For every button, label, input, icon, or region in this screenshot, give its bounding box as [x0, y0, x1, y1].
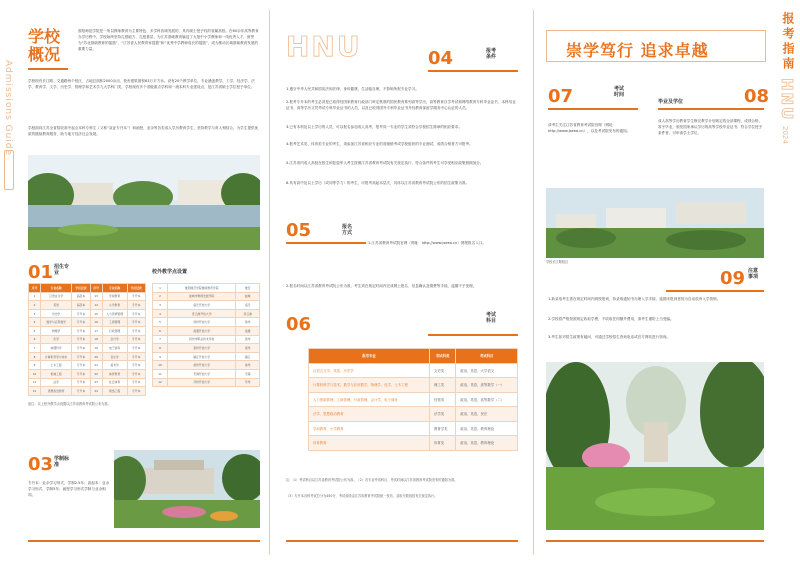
section-06-title: 考试科目: [486, 312, 497, 324]
table-cell: 5: [29, 326, 41, 335]
table-cell: 无锡: [236, 369, 260, 378]
table-cell: 6: [153, 326, 168, 335]
section-09-number: 09: [720, 268, 746, 289]
table-note: 备注：以上校外教学点设置以江苏省教育考试院公布为准。: [28, 402, 111, 406]
table-cell: 电子商务: [102, 344, 127, 353]
graduation-text: 成人高等学历教育学生修完教学计划规定的全部课程，成绩合格，准予毕业，颁发国家承认学历的高等学校毕业证书；符合学位授予条件者，可申请学士学位。: [658, 119, 763, 135]
table-row: [29, 352, 146, 361]
table-cell: 专升本: [127, 344, 145, 353]
table-header-cell: 序号: [29, 284, 41, 293]
panel-exam-info: [536, 0, 772, 565]
table-cell: 人力资源管理: [102, 309, 127, 318]
table-cell: 历史学: [41, 309, 72, 318]
title-underline: [28, 68, 68, 70]
table-cell: 专升本: [127, 326, 145, 335]
teaching-sites-table: [152, 283, 260, 387]
table-cell: 理工类: [429, 378, 455, 393]
table-cell: 体育教育: [309, 436, 430, 451]
section-07-number: 07: [548, 86, 574, 107]
section-07-title: 考试时间: [614, 86, 625, 98]
table-cell: 9: [153, 352, 168, 361]
table-cell: 常州开放大学: [168, 361, 236, 370]
table-row: [153, 292, 260, 301]
panel-school-overview: [0, 0, 265, 565]
section-01-title: 招生专业: [54, 264, 70, 276]
intro-text: 淮阳师范学院是一所以教师教育为主要特色、多学科协调发展的、具有硕士授予权的省属高校。在60余年高等教育办学历程中，学校始终坚持扎根地方、扎根基层、为江苏基础教育输送了大批中小学教师和一线优秀人才，被誉为“苏北基础教育的摇篮”、“江苏省人民教育家摇篮”和“优秀中学教师成长的摇篮”，成为推动区域基础教育发展的重要力量。: [78, 29, 259, 51]
campus-aerial-photo: [546, 188, 764, 258]
table-cell: 连云港开放大学: [168, 309, 236, 318]
condition-5: 5.江苏省内成人高校在校生和复退军人考生按照江苏省教育考试院有关规定执行，符合条件的考生可享受相应政策照顾加分。: [286, 161, 484, 165]
section-07b-title: 毕业及学位: [658, 99, 684, 105]
table-cell: 专升本: [72, 361, 90, 370]
table-cell: 政治、英语、教育理论: [456, 421, 518, 436]
table-cell: 14: [90, 301, 102, 310]
table-cell: 政治、英语、教育理论: [456, 436, 518, 451]
table-cell: 专升本: [72, 344, 90, 353]
spine-hnu-logo: HNU: [778, 78, 796, 122]
footer-bar-middle: [286, 540, 518, 542]
table-cell: 徐州开放大学: [168, 318, 236, 327]
table-row: [153, 335, 260, 344]
table-row: [153, 301, 260, 310]
table-cell: 12: [29, 387, 41, 396]
table-row: [153, 378, 260, 387]
table-row: [153, 352, 260, 361]
table-cell: 徐州: [236, 318, 260, 327]
vertical-guide-text: Admissions Guide: [3, 60, 13, 157]
table-header-cell: 专业名称: [41, 284, 72, 293]
table-cell: 教育学类: [429, 421, 455, 436]
table-cell: 政治、英语、民法: [456, 407, 518, 422]
campus-trees-photo: [546, 362, 764, 530]
table-row: [153, 318, 260, 327]
table-cell: 体育类: [429, 436, 455, 451]
table-cell: 土木工程: [41, 361, 72, 370]
table-cell: 淮阳师范学院继续教育学院: [168, 284, 236, 293]
table-row: [29, 292, 146, 301]
table-cell: 专升本: [127, 352, 145, 361]
table-cell: 苏州: [236, 378, 260, 387]
campus-lake-photo: [28, 155, 260, 250]
registration-1: 1.江苏省教育考试院官网（网址：http://www.jseea.cn）网报报名入口。: [368, 241, 487, 245]
table-cell: 9: [29, 361, 41, 370]
table-cell: 专升本: [72, 335, 90, 344]
table-cell: 连云港: [236, 309, 260, 318]
table-header-cell: 序号: [90, 284, 102, 293]
table-cell: 行政管理: [102, 326, 127, 335]
footer-bar-right: [546, 540, 764, 542]
table-cell: 11: [153, 369, 168, 378]
section-03-title: 学制标准: [54, 456, 70, 468]
table-cell: 12: [153, 378, 168, 387]
table-cell: 4: [153, 309, 168, 318]
section-09-rule: [666, 290, 764, 292]
table-cell: 5: [153, 318, 168, 327]
table-cell: 政治、英语、大学语文: [456, 363, 518, 378]
section-09-title: 注意事项: [748, 268, 759, 280]
table-cell: 15: [90, 309, 102, 318]
table-header-cell: 考试科目: [456, 349, 518, 364]
table-row: [29, 369, 146, 378]
table-cell: 22: [90, 369, 102, 378]
table-row: [153, 361, 260, 370]
table-cell: 13: [90, 292, 102, 301]
table-header-cell: 报考专业: [309, 349, 430, 364]
table-cell: 无锡开放大学: [168, 369, 236, 378]
table-cell: 化学: [41, 335, 72, 344]
table-cell: 19: [90, 344, 102, 353]
notice-1: 1.新录取考生需在规定时间内到校报到，持录取通知书办理入学手续，逾期未报到者视为自动放弃入学资格。: [548, 297, 721, 301]
section-04-title: 报考条件: [486, 48, 497, 60]
table-cell: 4: [29, 318, 41, 327]
table-cell: 南通开放大学: [168, 326, 236, 335]
footer-bar-left: [28, 540, 260, 542]
table-cell: 专升本: [127, 369, 145, 378]
table-row: [153, 326, 260, 335]
fold-line-1: [269, 10, 270, 555]
table-cell: 21: [90, 361, 102, 370]
table-cell: 体育教育: [102, 369, 127, 378]
table-cell: 专升本: [127, 387, 145, 396]
table-row: [29, 301, 146, 310]
table-cell: 专升本: [72, 369, 90, 378]
table-cell: 扬州市职业技术学校: [168, 335, 236, 344]
condition-1: 1.遵守中华人民共和国宪法和法律，身体健康，生活能自理，不影响所报专业学习。: [286, 87, 419, 91]
table-cell: 3: [153, 301, 168, 310]
table-cell: 2: [153, 292, 168, 301]
photo-caption: 学校长江路校区: [546, 260, 569, 264]
spine-year: 2024: [781, 126, 789, 144]
section-08-rule: [658, 108, 764, 110]
table-cell: 专升本: [127, 378, 145, 387]
section-04-rule: [428, 70, 518, 72]
table-cell: 机械工程: [41, 369, 72, 378]
table-row: [309, 378, 518, 393]
section-04-number: 04: [428, 48, 454, 69]
table-cell: 7: [29, 344, 41, 353]
table-cell: 物理学: [41, 326, 72, 335]
table-header-cell: 学历层次: [127, 284, 145, 293]
table-cell: 政治、英语、高等数学（一）: [456, 378, 518, 393]
table-row: [29, 387, 146, 396]
table-row: [29, 318, 146, 327]
table-cell: 法学: [41, 378, 72, 387]
section-01-number: 01: [28, 262, 54, 283]
table-cell: 专升本: [127, 309, 145, 318]
table-row: [29, 378, 146, 387]
table-cell: 汉语言文学: [41, 292, 72, 301]
table-cell: 学前教育、小学教育: [309, 421, 430, 436]
table-cell: 23: [90, 378, 102, 387]
table-cell: 20: [90, 352, 102, 361]
exam-time-text: 请考生关注江苏省教育考试院官网（网址：http://www.jseea.cn），以及考试院发布的通知。: [548, 123, 631, 133]
table-cell: 10: [29, 369, 41, 378]
table-cell: 18: [90, 335, 102, 344]
table-cell: 汉语言文学、英语、历史学: [309, 363, 430, 378]
table-cell: 盐城: [236, 292, 260, 301]
table-cell: 小学教育: [102, 301, 127, 310]
table-cell: 地理科学: [41, 344, 72, 353]
condition-6: 6.具有高中及以上学历（或同等学力）的考生，可报考高起本层次，具体以江苏省教育考试院公布的招生政策为准。: [286, 181, 470, 185]
table-cell: 南通: [236, 326, 260, 335]
table-cell: 专升本: [72, 318, 90, 327]
table-cell: 政治、英语、高等数学（二）: [456, 392, 518, 407]
exam-note: 注：（1）考试科目以江苏省教育考试院公布为准。（2）各专业考试科目、考试时间以江苏省教育考试院发布的通知为准。: [286, 478, 458, 482]
table-cell: 音乐学: [102, 352, 127, 361]
table-cell: 8: [153, 344, 168, 353]
panel-admission-requirements: [272, 0, 530, 565]
table-cell: 经管类: [429, 392, 455, 407]
table-cell: 社会体育: [102, 378, 127, 387]
calligraphy-motto: 崇学笃行 追求卓越: [566, 41, 709, 60]
table-cell: 计算机科学与技术、数学与应用数学、物理学、化学、土木工程: [309, 378, 430, 393]
table-cell: 思想政治教育: [41, 387, 72, 396]
table-cell: 文史类: [429, 363, 455, 378]
section-06-number: 06: [286, 314, 312, 335]
table-cell: 美术学: [102, 361, 127, 370]
notice-2: 2.学校将严格按照规定收取学费，不收取任何额外费用，请考生谨防上当受骗。: [548, 317, 674, 321]
table-cell: 网络工程: [102, 387, 127, 396]
table-row: [309, 407, 518, 422]
table-cell: 苏州开放大学: [168, 378, 236, 387]
table-cell: 1: [153, 284, 168, 293]
table-cell: 英语: [41, 301, 72, 310]
table-cell: 盐城市教师发展学院: [168, 292, 236, 301]
enrollment-text: 学校面向江苏全省招收高中起点本科专科生（又称“双证专升本”）和函授、业余等各类成人学历教育学生，坚持教学与育人相结合，为学生提供优质的继续教育服务，助力地方经济社会发展。: [28, 126, 259, 136]
section-07-rule: [548, 108, 638, 110]
table-row: [29, 326, 146, 335]
notice-3: 3.考生如对招生政策有疑问，可通过学校招生咨询电话或官方网站进行咨询。: [548, 335, 671, 339]
table-cell: 专升本: [127, 301, 145, 310]
table-row: [29, 335, 146, 344]
table-cell: 数学与应用数学: [41, 318, 72, 327]
table-row: [309, 363, 518, 378]
table-header-cell: 考试科类: [429, 349, 455, 364]
table-cell: 高起本: [72, 301, 90, 310]
table-cell: 泰州: [236, 344, 260, 353]
table-row: [29, 344, 146, 353]
table-cell: 专升本: [72, 378, 90, 387]
table-cell: 专升本: [72, 352, 90, 361]
page-title: 学校概况: [28, 27, 61, 64]
section-05-title: 报名方式: [342, 224, 353, 236]
table-row: [29, 309, 146, 318]
table-row: [309, 436, 518, 451]
table-row: [153, 344, 260, 353]
table-cell: 计算机科学与技术: [41, 352, 72, 361]
table-cell: 16: [90, 318, 102, 327]
study-duration-text: 专升本：业余学习形式，学制2.5年；高起本：业余学习形式，学制5年；函授学习形式学制与业余相同。: [28, 481, 110, 497]
table-cell: 1: [29, 292, 41, 301]
table-cell: 会计学: [102, 335, 127, 344]
table-cell: 工商管理: [102, 318, 127, 327]
section-05-number: 05: [286, 220, 312, 241]
section-03-number: 03: [28, 454, 54, 475]
school-seal-icon: [4, 150, 14, 190]
table-cell: 高起本: [72, 292, 90, 301]
hnu-outline-logo: HNU: [286, 30, 362, 63]
table-cell: 24: [90, 387, 102, 396]
table-cell: 专升本: [72, 309, 90, 318]
condition-4: 4.报考艺术类、体育类专业的考生，须参加江苏省相应专业的省级统考或学校组织的专业测试，成绩合格者方可报考。: [286, 142, 473, 146]
table-cell: 淮安: [236, 284, 260, 293]
table-header-cell: 学历层次: [72, 284, 90, 293]
exam-note-2: （3）专升本各科考试总分为450分，考试成绩由江苏省教育考试院统一发布，录取分数线按有关规定执行。: [286, 494, 438, 498]
section-06-rule: [428, 334, 518, 336]
motto-frame: [546, 30, 766, 62]
table-cell: 专升本: [72, 326, 90, 335]
table-row: [29, 361, 146, 370]
table-cell: 镇江: [236, 352, 260, 361]
exam-subjects-table: [308, 348, 518, 451]
table-row: [309, 421, 518, 436]
table-row: [309, 392, 518, 407]
campus-text: 学校现有长江路、交通路两个校区，占地总面积2000余亩，校舍建筑面积63万平方米。设有20个教学单位，专业涵盖教学、工学、经济学、法学、教育学、文学、历史学、管理学和艺术学九大学科门类，学校现有多个省级重点学科和一流本科专业建设点，是江苏省硕士学位授予单位。: [28, 79, 255, 89]
condition-2: 2.报考专升本的考生必须是已取得经国家教育行政部门审定核准的国民教育系列高等学历，高等教育自学考试和网络教育专科毕业证书、本科结业证书、高等学历文凭考试专科毕业证书的人员，以及已取得国外专科毕业证书并经教育部留学服务中心认证的人员。: [286, 100, 516, 110]
table-row: [153, 369, 260, 378]
table-cell: 泰州开放大学: [168, 344, 236, 353]
table-row: [153, 309, 260, 318]
table-row: [153, 284, 260, 293]
table-cell: 专升本: [127, 318, 145, 327]
table-cell: 人力资源管理、工商管理、行政管理、会计学、电子商务: [309, 392, 430, 407]
fold-line-2: [533, 10, 534, 555]
table-cell: 11: [29, 378, 41, 387]
table-cell: 法学、思想政治教育: [309, 407, 430, 422]
table-cell: 法学类: [429, 407, 455, 422]
table-header-cell: 专业名称: [102, 284, 127, 293]
campus-garden-photo: [114, 450, 260, 528]
table-cell: 17: [90, 326, 102, 335]
table-cell: 专升本: [72, 387, 90, 396]
table-cell: 宿迁: [236, 301, 260, 310]
registration-2: 2.报名时间以江苏省教育考试院公布为准，考生须在规定时间内完成网上报名、信息确认及缴费等手续，逾期不予受理。: [286, 284, 477, 288]
table-cell: 10: [153, 361, 168, 370]
condition-3: 3.已有本科及以上学历的人员，可以报名参加成人高考，报考同一专业的学生须符合学校招生简章的相应要求。: [286, 125, 462, 129]
table-cell: 宿迁开放大学: [168, 301, 236, 310]
table-cell: 专升本: [127, 292, 145, 301]
spine-title: 报考指南: [781, 12, 795, 72]
table-cell: 常州: [236, 361, 260, 370]
table-cell: 6: [29, 335, 41, 344]
section-05-rule: [286, 242, 366, 244]
section-table-title: 校外教学点设置: [152, 269, 188, 275]
table-cell: 7: [153, 335, 168, 344]
table-cell: 8: [29, 352, 41, 361]
table-cell: 专升本: [127, 361, 145, 370]
table-cell: 镇江开放大学: [168, 352, 236, 361]
table-cell: 学前教育: [102, 292, 127, 301]
table-cell: 3: [29, 309, 41, 318]
table-cell: 2: [29, 301, 41, 310]
majors-table: [28, 283, 146, 396]
table-cell: 专升本: [127, 335, 145, 344]
section-08-number: 08: [744, 86, 770, 107]
panel-spine: [774, 0, 800, 565]
table-cell: 扬州: [236, 335, 260, 344]
